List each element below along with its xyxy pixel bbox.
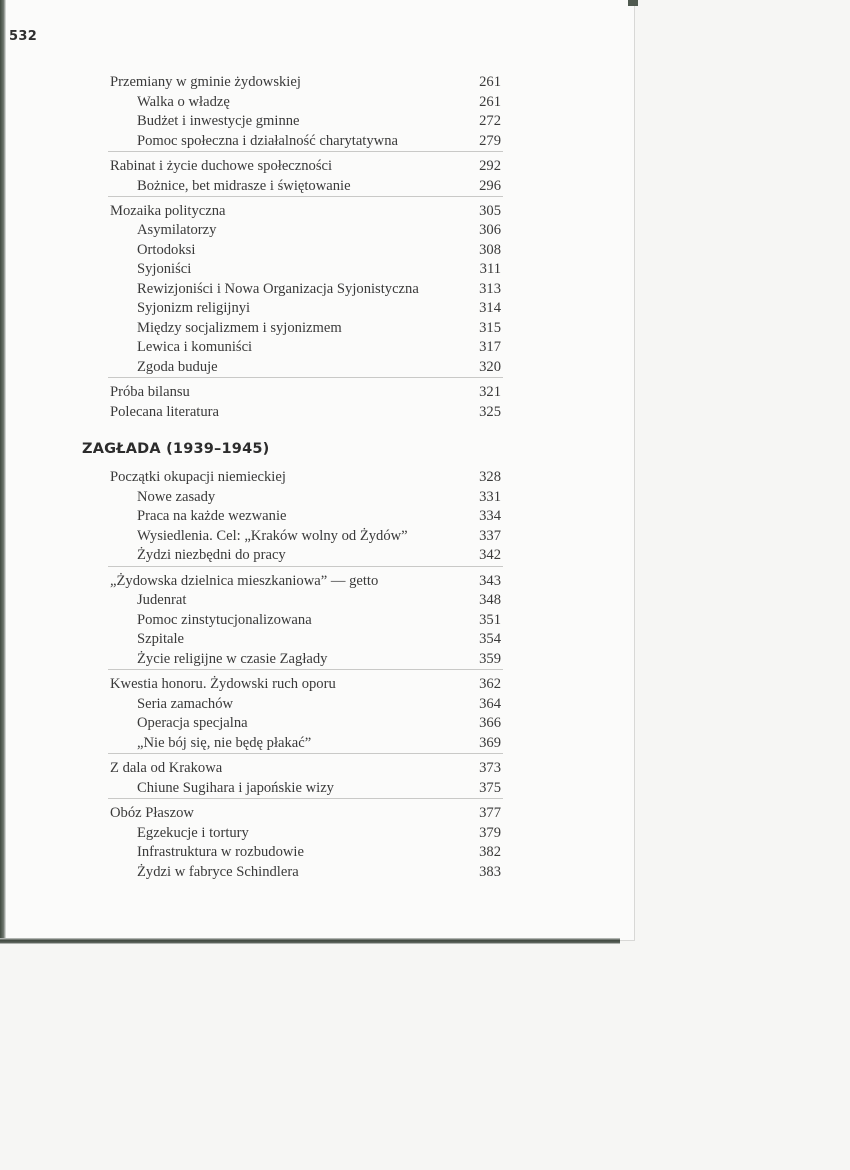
toc-entry-page: 354 xyxy=(479,631,501,647)
toc-entry-title: Ortodoksi xyxy=(137,242,196,258)
toc-entry-page: 292 xyxy=(479,158,501,174)
toc-entry-page: 369 xyxy=(479,735,501,751)
toc-entry-page: 272 xyxy=(479,113,501,129)
toc-entry xyxy=(0,823,634,843)
toc-entry-page: 337 xyxy=(479,528,501,544)
toc-entry xyxy=(0,610,634,630)
toc-entry-title: Nowe zasady xyxy=(137,489,216,505)
toc-entry-page: 305 xyxy=(479,203,501,219)
toc-entry xyxy=(0,131,634,151)
toc-entry xyxy=(0,259,634,279)
toc-entry-title: Chiune Sugihara i japońskie wizy xyxy=(137,780,334,796)
toc-entry-title: Polecana literatura xyxy=(110,404,219,420)
toc-entry xyxy=(0,92,634,112)
toc-entry xyxy=(0,758,634,778)
scan-corner-mark xyxy=(628,0,638,6)
toc-entry xyxy=(0,402,634,422)
toc-entry-page: 342 xyxy=(479,547,501,563)
toc-entry-page: 331 xyxy=(479,489,501,505)
toc-entry-title: Kwestia honoru. Żydowski ruch oporu xyxy=(110,676,336,692)
toc-entry xyxy=(0,467,634,487)
toc-entry xyxy=(0,72,634,92)
toc-entry xyxy=(0,220,634,240)
toc-entry-title: Początki okupacji niemieckiej xyxy=(110,469,286,485)
toc-entry xyxy=(0,176,634,196)
toc-entry xyxy=(0,240,634,260)
toc-entry-title: Zgoda buduje xyxy=(137,359,218,375)
toc-entry-page: 321 xyxy=(479,384,501,400)
toc-entry xyxy=(0,357,634,377)
toc-entry-title: Żydzi niezbędni do pracy xyxy=(137,547,286,563)
toc-entry-title: Życie religijne w czasie Zagłady xyxy=(137,651,328,667)
toc-entry-title: Obóz Płaszow xyxy=(110,805,194,821)
toc-entry-title: Infrastruktura w rozbudowie xyxy=(137,844,304,860)
toc-entry xyxy=(0,590,634,610)
group-separator xyxy=(108,566,503,567)
toc-entry-title: Między socjalizmem i syjonizmem xyxy=(137,320,342,336)
toc-entry-title: Asymilatorzy xyxy=(137,222,217,238)
toc-entry-page: 379 xyxy=(479,825,501,841)
toc-entry-title: Pomoc zinstytucjonalizowana xyxy=(137,612,312,628)
toc-entry xyxy=(0,713,634,733)
group-separator xyxy=(108,196,503,197)
toc-entry xyxy=(0,733,634,753)
toc-entry-title: Wysiedlenia. Cel: „Kraków wolny od Żydów” xyxy=(137,528,408,544)
toc-entry-page: 373 xyxy=(479,760,501,776)
group-separator xyxy=(108,753,503,754)
toc-entry-page: 308 xyxy=(479,242,501,258)
toc-entry-title: Syjonizm religijnyi xyxy=(137,300,251,316)
toc-entry xyxy=(0,571,634,591)
group-separator xyxy=(108,798,503,799)
section-heading: ZAGŁADA (1939–1945) xyxy=(82,441,270,457)
group-separator xyxy=(108,151,503,152)
toc-entry xyxy=(0,694,634,714)
toc-entry-title: Szpitale xyxy=(137,631,185,647)
toc-entry xyxy=(0,318,634,338)
toc-entry-title: Mozaika polityczna xyxy=(110,203,226,219)
toc-entry-title: Budżet i inwestycje gminne xyxy=(137,113,300,129)
toc-entry xyxy=(0,487,634,507)
group-separator xyxy=(108,377,503,378)
toc-entry-page: 325 xyxy=(479,404,501,420)
toc-entry-page: 320 xyxy=(479,359,501,375)
toc-entry-title: Z dala od Krakowa xyxy=(110,760,223,776)
toc-entry-title: Próba bilansu xyxy=(110,384,190,400)
toc-entry-title: Walka o władzę xyxy=(137,94,230,110)
toc-entry-page: 261 xyxy=(479,94,501,110)
toc-entry-page: 261 xyxy=(479,74,501,90)
toc-entry-title: Operacja specjalna xyxy=(137,715,248,731)
toc-entry-page: 296 xyxy=(479,178,501,194)
group-separator xyxy=(108,669,503,670)
toc-entry-title: Praca na każde wezwanie xyxy=(137,508,287,524)
toc-entry xyxy=(0,649,634,669)
toc-entry-title: Pomoc społeczna i działalność charytatywna xyxy=(137,133,398,149)
toc-entry-title: Przemiany w gminie żydowskiej xyxy=(110,74,301,90)
toc-entry xyxy=(0,526,634,546)
toc-entry-page: 315 xyxy=(479,320,501,336)
toc-entry-page: 313 xyxy=(479,281,501,297)
toc-entry-page: 311 xyxy=(479,261,501,277)
toc-entry-title: „Żydowska dzielnica mieszkaniowa” — getto xyxy=(110,573,379,589)
toc-entry-page: 362 xyxy=(479,676,501,692)
toc-entry-page: 314 xyxy=(479,300,501,316)
toc-entry xyxy=(0,545,634,565)
toc-entry xyxy=(0,111,634,131)
toc-entry xyxy=(0,803,634,823)
toc-entry-page: 359 xyxy=(479,651,501,667)
toc-entry-title: Syjoniści xyxy=(137,261,192,277)
toc-entry xyxy=(0,778,634,798)
toc-entry-page: 364 xyxy=(479,696,501,712)
toc-entry xyxy=(0,156,634,176)
toc-entry-title: Bożnice, bet midrasze i świętowanie xyxy=(137,178,351,194)
toc-entry-page: 279 xyxy=(479,133,501,149)
toc-entry-title: Żydzi w fabryce Schindlera xyxy=(137,864,299,880)
toc-entry xyxy=(0,201,634,221)
toc-entry-title: Egzekucje i tortury xyxy=(137,825,249,841)
toc-entry xyxy=(0,629,634,649)
toc-entry-title: Seria zamachów xyxy=(137,696,234,712)
toc-entry-page: 383 xyxy=(479,864,501,880)
toc-entry-title: „Nie bój się, nie będę płakać” xyxy=(137,735,312,751)
toc-entry xyxy=(0,337,634,357)
toc-entry-page: 351 xyxy=(479,612,501,628)
toc-entry-page: 328 xyxy=(479,469,501,485)
toc-entry-page: 317 xyxy=(479,339,501,355)
toc-entry-title: Rabinat i życie duchowe społeczności xyxy=(110,158,333,174)
toc-entry-page: 348 xyxy=(479,592,501,608)
toc-entry-page: 377 xyxy=(479,805,501,821)
toc-entry-title: Rewizjoniści i Nowa Organizacja Syjonistyczna xyxy=(137,281,419,297)
toc-entry xyxy=(0,842,634,862)
toc-entry-page: 334 xyxy=(479,508,501,524)
page-edge-bottom xyxy=(0,938,620,944)
toc-entry-page: 382 xyxy=(479,844,501,860)
toc-entry xyxy=(0,506,634,526)
toc-entry-page: 375 xyxy=(479,780,501,796)
toc-entry xyxy=(0,279,634,299)
toc-entry-title: Judenrat xyxy=(137,592,187,608)
toc-entry xyxy=(0,382,634,402)
toc-entry xyxy=(0,862,634,882)
toc-entry-page: 343 xyxy=(479,573,501,589)
toc-entry xyxy=(0,674,634,694)
toc-entry-page: 366 xyxy=(479,715,501,731)
toc-entry xyxy=(0,298,634,318)
toc-entry-title: Lewica i komuniści xyxy=(137,339,253,355)
toc-entry-page: 306 xyxy=(479,222,501,238)
page-number: 532 xyxy=(9,29,38,44)
